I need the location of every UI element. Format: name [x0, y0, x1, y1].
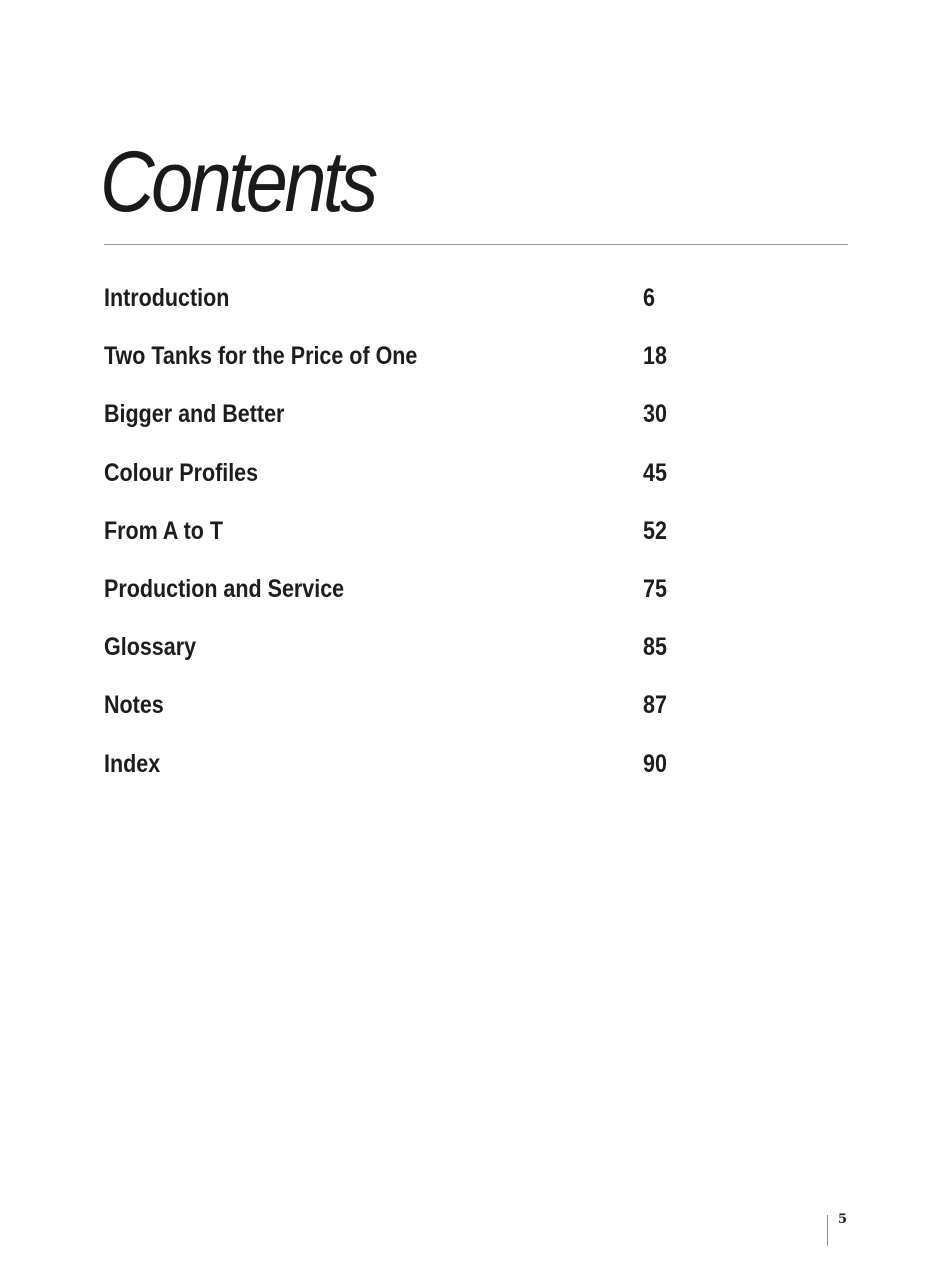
- title-divider: [104, 244, 848, 245]
- toc-entry-title: Production and Service: [104, 574, 345, 603]
- toc-entry-title: Introduction: [104, 284, 230, 312]
- toc-entry-page: 75: [643, 574, 667, 603]
- toc-entry-title: Colour Profiles: [104, 458, 259, 487]
- folio-divider: [827, 1215, 828, 1246]
- toc-entry-page: 45: [643, 458, 667, 487]
- toc-entry-page: 52: [643, 516, 667, 545]
- toc-entry-page: 6: [643, 284, 655, 312]
- toc-entry-title: Notes: [104, 691, 164, 720]
- page-number: 5: [838, 1212, 848, 1227]
- table-of-contents: [104, 281, 804, 805]
- toc-entry-title: From A to T: [104, 516, 224, 545]
- toc-entry-production-and-service: [104, 572, 804, 630]
- toc-entry-two-tanks: [104, 339, 804, 397]
- page-title: Contents: [100, 134, 375, 230]
- toc-entry-glossary: [104, 630, 804, 688]
- toc-entry-bigger-and-better: [104, 397, 804, 455]
- toc-entry-title: Glossary: [104, 633, 197, 662]
- toc-entry-page: 18: [643, 342, 667, 371]
- toc-entry-page: 87: [643, 691, 667, 720]
- toc-entry-introduction: [104, 281, 804, 339]
- toc-entry-title: Two Tanks for the Price of One: [104, 342, 418, 371]
- toc-entry-from-a-to-t: [104, 514, 804, 572]
- toc-entry-page: 90: [643, 749, 667, 778]
- toc-entry-page: 30: [643, 400, 667, 429]
- toc-entry-index: [104, 747, 804, 805]
- toc-entry-page: 85: [643, 633, 667, 662]
- toc-entry-title: Bigger and Better: [104, 400, 285, 429]
- toc-entry-title: Index: [104, 749, 161, 778]
- toc-entry-colour-profiles: [104, 456, 804, 514]
- toc-entry-notes: [104, 688, 804, 746]
